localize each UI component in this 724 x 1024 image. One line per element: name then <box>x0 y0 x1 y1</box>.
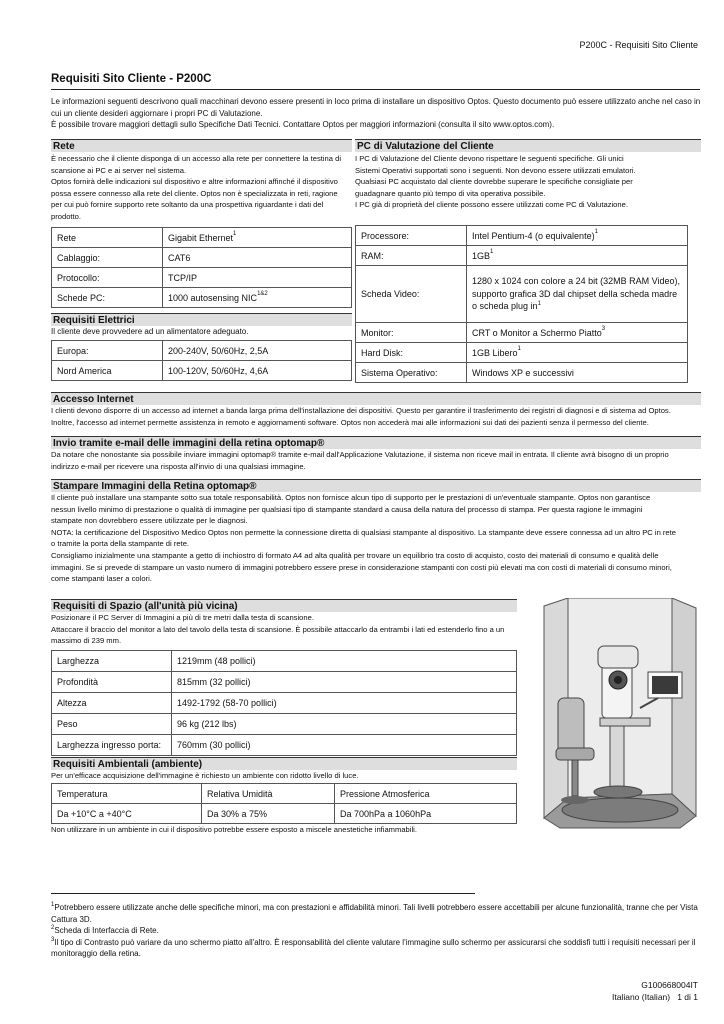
table-row: Altezza 1492-1792 (58-70 pollici) <box>52 693 517 714</box>
internet-text: I clienti devono disporre di un accesso ad internet a banda larga prima dell'installazione dei dispositivi. Questo per garantire il trasferimento dei registri di diagnosi e di sistema ad Optos. Inoltre, l'accesso ad internet permette assistenza in remoto e aggiornamenti software. Optos non accederà mai alle informazioni sui dati dei pazienti senza il permesso del cliente. <box>51 406 671 427</box>
footnote: monitoraggio della retina. <box>51 949 141 958</box>
table-row: Da +10°C a +40°C Da 30% a 75% Da 700hPa a 1060hPa <box>52 804 517 824</box>
elettrici-text: Il cliente deve provvedere ad un alimentatore adeguato. <box>51 327 249 336</box>
email-text: Da notare che nonostante sia possibile inviare immagini optomap® tramite e-mail dall'Applicazione Valutazione, il sistema non riceve mail in entrata. Il cliente avrà bisogno di un proprio indirizzo e-mail per ricevere una risposta all'invio di una qualsiasi immagine. <box>51 450 669 471</box>
table-row: Processore: Intel Pentium-4 (o equivalente)$^1$ <box>356 226 688 246</box>
ambientali-table <box>51 783 517 824</box>
rete-table <box>51 227 352 308</box>
table-row: Sistema Operativo: Windows XP e successivi <box>356 363 688 383</box>
footnote: Cattura 3D. <box>51 914 92 924</box>
table-row: RAM: $1GB^1$ <box>356 246 688 266</box>
stampare-text: Il cliente può installare una stampante sotto sua totale responsabilità. Optos non fornisce alcun tipo di supporto per le prestazioni di un'eventuale stampante. Optos non garantisce nessun livello minimo di prestazione o qualità di immagine per qualsiasi tipo di stampante standard a causa della natura del processo di stampa. Per questa ragione le immagini stampate non dovrebbero essere utilizzate per le diagnosi. NOTA: la certificazione del Dispositivo Medico Optos non permette la connessione diretta di qualsiasi stampante al dispositivo. La stampante deve essere connessa ad un altro PC in rete o tramite la porta della stampante di rete. Consigliamo inizialmente una stampante a getto di inchiostro di formato A4 ad alta qualità per trovare un equilibrio tra costo di acquisto, costo dei materiali di consumo e qualità delle immagini. Se si prevede di stampare un vasto numero di immagini potrebbero essere prese in considerazione stampanti con costi più elevati ma con costi di materiali di consumo minori, come stampanti laser a colori. <box>51 493 676 584</box>
footnote: $^1$Potrebbero essere utilizzate anche delle specifiche minori, ma con prestazioni e affidabilità minori. Tali livelli potrebbero essere accettabili per alcune funzionalità, tranne che per Vista <box>51 902 698 912</box>
spazio-table <box>51 650 517 756</box>
table-row: Scheda Video: 1280 x 1024 con colore a 24 bit (32MB RAM Video), supporto grafica 3D dal chipset della scheda madre o scheda plug $in^1$ <box>356 266 688 323</box>
page-number: 1 di 1 <box>677 991 698 1002</box>
page-footer <box>612 980 698 1003</box>
pc-heading: PC di Valutazione del Cliente <box>355 139 701 152</box>
rete-text: È necessario che il cliente disponga di un accesso alla rete per connettere la testina di scansione ai PC e ai server nel sistema. Optos fornirà delle indicazioni sul dispositivo e altre informazioni affinché il dispositivo possa essere connesso alla rete del cliente. Optos non è specializzata in reti, ragione per cui può fornire supporto rete soltanto da una prospettiva riguardante i dati del prodotto. <box>51 154 342 221</box>
internet-heading: Accesso Internet <box>51 392 701 405</box>
footnote: $^3$Il tipo di Contrasto può variare da uno schermo piatto all'altro. È responsabilità del cliente valutare l'immagine sullo schermo per assicurarsi che soddisfi tutti i requisiti necessari per il <box>51 936 696 947</box>
pc-text: I PC di Valutazione del Cliente devono rispettare le seguenti specifiche. Gli unici Sistemi Operativi supportati sono i seguenti. Non devono essere utilizzati emulatori. Qualsiasi PC acquistato dal cliente dovrebbe superare le specifiche consigliate per guadagnare quanto più tempo di vita operativa possibile. I PC già di proprietà del cliente possono essere utilizzati come PC di Valutazione. <box>355 154 636 210</box>
spazio-text: Posizionare il PC Server di Immagini a più di tre metri dalla testa di scansione. Attaccare il braccio del monitor a lato del tavolo della testa di scansione. È possibile attaccarlo da entrambi i lati ed estenderlo fino a un massimo di 239 mm. <box>51 613 505 646</box>
spazio-heading: Requisiti di Spazio (all'unità più vicina) <box>51 599 517 612</box>
page-title: Requisiti Sito Cliente - P200C <box>51 73 212 85</box>
intro-text: Le informazioni seguenti descrivono quali macchinari devono essere presenti in loco prima di installare un dispositivo Optos. Questo documento può essere utilizzato anche nel caso in cui un cliente desideri aggiornare i propri PC di Valutazione. È possibile trovare maggiori dettagli sullo Specifiche Dati Tecnici. Contattare Optos per maggiori informazioni (consulta il sito www.optos.com). <box>51 97 701 130</box>
table-row: Hard Disk: 1GB Libero$^1$ <box>356 343 688 363</box>
elettrici-heading: Requisiti Elettrici <box>51 313 352 326</box>
table-row: Larghezza ingresso porta: 760mm (30 pollici) <box>52 735 517 756</box>
email-heading: Invio tramite e-mail delle immagini della retina optomap® <box>51 436 701 449</box>
ambientali-heading: Requisiti Ambientali (ambiente) <box>51 757 517 770</box>
footnote: $^2$Scheda di Interfaccia di Rete. <box>51 925 159 935</box>
table-row: Profondità 815mm (32 pollici) <box>52 672 517 693</box>
table-row: Rete Gigabit Ethernet$^1$ <box>52 228 352 248</box>
table-row: Monitor: CRT o Monitor a Schermo Piatto$^3$ <box>356 323 688 343</box>
ambientali-text: Per un'efficace acquisizione dell'immagine è richiesto un ambiente con ridotto livello di luce. <box>51 771 359 780</box>
table-row: Europa: 200-240V, 50/60Hz, 2,5A <box>52 341 352 361</box>
table-row: Protocollo: TCP/IP <box>52 268 352 288</box>
footnotes <box>51 902 701 960</box>
title-rule <box>51 89 700 90</box>
table-row: Nord America 100-120V, 50/60Hz, 4,6A <box>52 361 352 381</box>
table-row: Temperatura Relativa Umidità Pressione Atmosferica <box>52 784 517 804</box>
table-row: Peso 96 kg (212 lbs) <box>52 714 517 735</box>
stampare-heading: Stampare Immagini della Retina optomap® <box>51 479 701 492</box>
rete-heading: Rete <box>51 139 352 152</box>
elettrici-table <box>51 340 352 381</box>
table-row: Schede PC: 1000 autosensing $NIC^{1\&2}$ <box>52 288 352 308</box>
ambientali-note: Non utilizzare in un ambiente in cui il dispositivo potrebbe essere esposto a miscele anestetiche infiammabili. <box>51 825 417 834</box>
language-label: Italiano (Italian) <box>611 991 671 1002</box>
table-row: Larghezza 1219mm (48 pollici) <box>52 651 517 672</box>
footnote-rule <box>51 893 475 894</box>
table-row: Cablaggio: CAT6 <box>52 248 352 268</box>
device-illustration <box>540 598 700 830</box>
pc-table <box>355 225 688 383</box>
doc-code: G100668004IT <box>641 980 698 990</box>
running-header: P200C - Requisiti Sito Cliente <box>579 40 698 50</box>
